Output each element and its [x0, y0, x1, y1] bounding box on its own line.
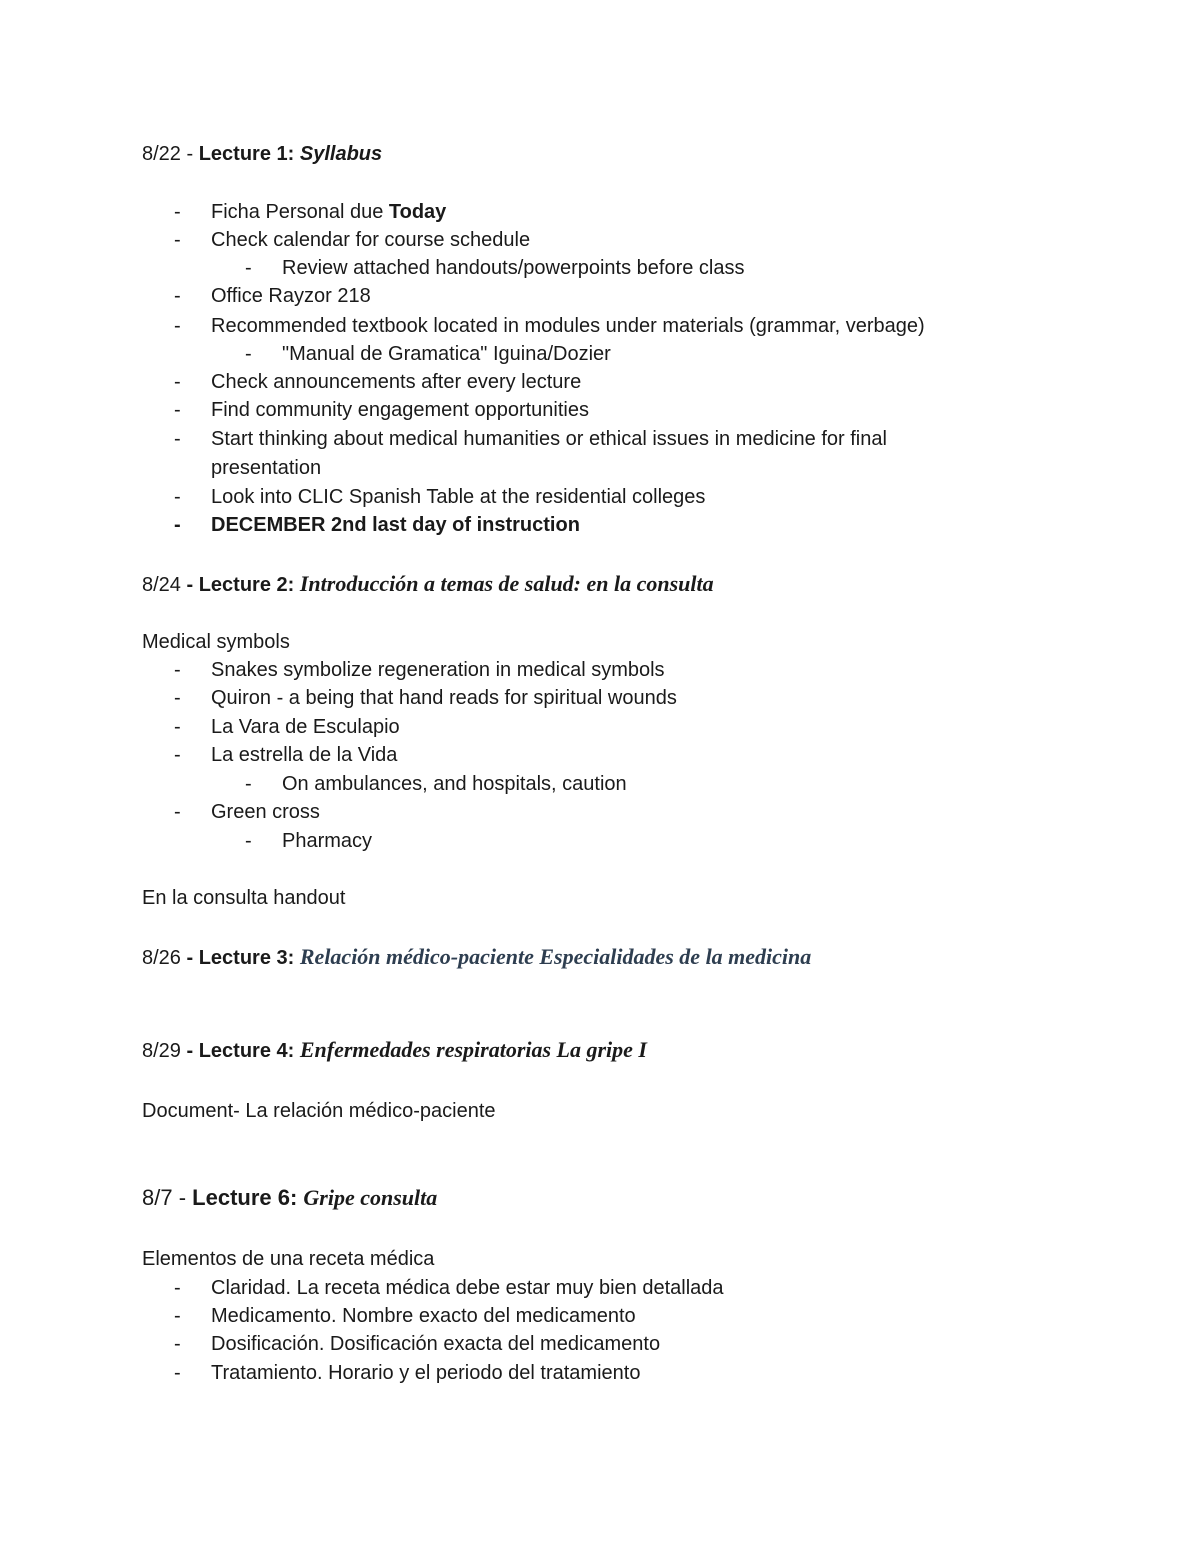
bullet-dash: -: [245, 257, 252, 279]
item-text: Check announcements after every lecture: [211, 371, 582, 393]
item-text: Green cross: [211, 801, 320, 823]
bullet-dash: -: [174, 428, 181, 450]
item-text: DECEMBER 2nd last day of instruction: [211, 514, 580, 536]
lecture-label: Lecture 6:: [192, 1185, 304, 1210]
item-text: Pharmacy: [282, 830, 373, 852]
bullet-dash: -: [174, 229, 181, 251]
item-text: Review attached handouts/powerpoints before class: [282, 257, 745, 279]
item-text: La estrella de la Vida: [211, 744, 398, 766]
list-item-continuation: [211, 454, 321, 482]
lecture-3-heading: [142, 943, 811, 972]
section-title: Elementos de una receta médica: [142, 1248, 435, 1270]
item-text: Dosificación. Dosificación exacta del medicamento: [211, 1333, 661, 1355]
item-text: "Manual de Gramatica" Iguina/Dozier: [282, 343, 611, 365]
list-item: [174, 1302, 636, 1330]
bullet-dash: -: [174, 1277, 181, 1299]
sub-list-item: [245, 254, 745, 282]
list-item: [174, 198, 447, 226]
list-item: [174, 1330, 661, 1358]
section-title: Medical symbols: [142, 631, 290, 653]
bullet-dash: -: [245, 773, 252, 795]
separator: -: [172, 1185, 193, 1210]
item-text: presentation: [211, 457, 322, 479]
bullet-dash: -: [174, 744, 181, 766]
bullet-dash: -: [174, 659, 181, 681]
item-text: Tratamiento. Horario y el periodo del tratamiento: [211, 1362, 641, 1384]
document-note: Document- La relación médico-paciente: [142, 1100, 496, 1122]
lecture-6-heading: [142, 1184, 437, 1212]
bullet-dash: -: [245, 343, 252, 365]
list-item: [174, 1274, 724, 1302]
list-item: [174, 425, 887, 453]
item-text: La Vara de Esculapio: [211, 716, 400, 738]
lecture-label: Lecture 3:: [198, 947, 300, 969]
list-item: [174, 798, 320, 826]
separator: -: [180, 1040, 199, 1062]
bullet-dash: -: [174, 399, 181, 421]
separator: -: [180, 574, 199, 596]
item-text: Quiron - a being that hand reads for spiritual wounds: [211, 687, 677, 709]
bullet-dash: -: [174, 514, 181, 536]
bullet-dash: -: [174, 285, 181, 307]
bullet-dash: -: [174, 486, 181, 508]
bullet-dash: -: [174, 716, 181, 738]
bullet-dash: -: [174, 371, 181, 393]
list-item: [174, 713, 400, 741]
separator: -: [180, 143, 199, 165]
lecture-date: 8/26: [142, 947, 181, 969]
sub-list-item: [245, 827, 373, 855]
list-item: [174, 282, 371, 310]
lecture-topic: Enfermedades respiratorias La gripe I: [299, 1037, 647, 1062]
lecture-2-heading: [142, 570, 714, 599]
lecture-label: Lecture 1:: [198, 143, 300, 165]
lecture-date: 8/29: [142, 1040, 181, 1062]
list-item-important: [174, 511, 580, 539]
bullet-dash: -: [245, 830, 252, 852]
list-item: [174, 226, 531, 254]
lecture-date: 8/22: [142, 143, 181, 165]
item-text: Start thinking about medical humanities or ethical issues in medicine for final: [211, 428, 887, 450]
item-text: On ambulances, and hospitals, caution: [282, 773, 627, 795]
item-text: Medicamento. Nombre exacto del medicamento: [211, 1305, 636, 1327]
bullet-dash: -: [174, 687, 181, 709]
lecture-1-heading: [142, 140, 382, 168]
bullet-dash: -: [174, 201, 181, 223]
list-item: [174, 312, 925, 340]
item-text: Find community engagement opportunities: [211, 399, 589, 421]
lecture-topic: Syllabus: [299, 143, 383, 165]
list-item: [174, 483, 706, 511]
bullet-dash: -: [174, 315, 181, 337]
bullet-dash: -: [174, 1333, 181, 1355]
list-item: [174, 741, 398, 769]
sub-list-item: [245, 770, 627, 798]
lecture-topic: Gripe consulta: [303, 1185, 438, 1210]
item-text: Check calendar for course schedule: [211, 229, 531, 251]
lecture-4-heading: [142, 1036, 647, 1065]
list-item: [174, 396, 589, 424]
item-text: Snakes symbolize regeneration in medical symbols: [211, 659, 665, 681]
item-bold-text: Today: [388, 201, 447, 223]
lecture-topic: Relación médico-paciente Especialidades de la medicina: [299, 944, 812, 969]
lecture-label: Lecture 4:: [198, 1040, 300, 1062]
bullet-dash: -: [174, 801, 181, 823]
item-text: Office Rayzor 218: [211, 285, 371, 307]
separator: -: [180, 947, 199, 969]
list-item: [174, 368, 582, 396]
list-item: [174, 684, 677, 712]
item-text: Recommended textbook located in modules under materials (grammar, verbage): [211, 315, 925, 337]
bullet-dash: -: [174, 1362, 181, 1384]
item-text: Ficha Personal due: [211, 201, 389, 223]
list-item: [174, 656, 665, 684]
item-text: Look into CLIC Spanish Table at the residential colleges: [211, 486, 706, 508]
handout-note: En la consulta handout: [142, 887, 346, 909]
item-text: Claridad. La receta médica debe estar muy bien detallada: [211, 1277, 724, 1299]
lecture-date: 8/24: [142, 574, 181, 596]
sub-list-item: [245, 340, 611, 368]
lecture-date: 8/7: [142, 1185, 173, 1210]
lecture-label: Lecture 2:: [198, 574, 300, 596]
list-item: [174, 1359, 641, 1387]
bullet-dash: -: [174, 1305, 181, 1327]
lecture-topic: Introducción a temas de salud: en la consulta: [299, 571, 714, 596]
